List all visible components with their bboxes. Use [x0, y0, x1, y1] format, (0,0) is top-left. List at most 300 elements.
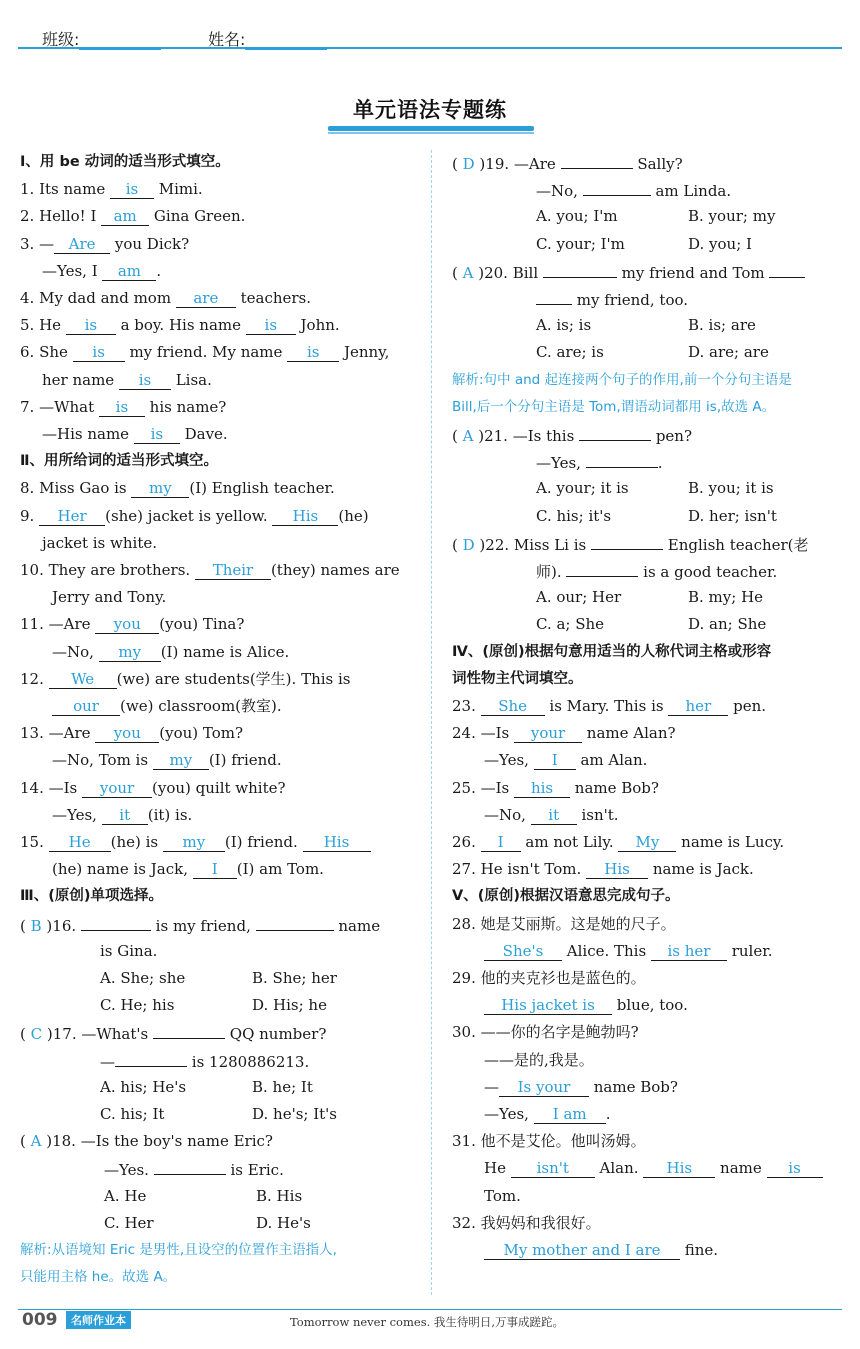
answer-blank[interactable]: I	[481, 833, 521, 852]
exercise-text: )18. —Is the boy's name Eric?	[41, 1132, 273, 1151]
footer-motto: Tomorrow never comes. 我生待明日,万事成蹉跎。	[290, 1315, 565, 1329]
exercise-text: 9.	[20, 506, 40, 525]
exercise-text: He	[484, 1159, 511, 1178]
empty-blank[interactable]	[81, 914, 151, 931]
exercise-text: )21. —Is this	[473, 427, 580, 445]
exercise-text: (you) Tom?	[159, 724, 244, 743]
exercise-text: Gina Green.	[149, 207, 246, 226]
section-heading: Ⅳ、(原创)根据句意用适当的人称代词主格或形容	[452, 643, 772, 660]
exercise-line	[20, 179, 203, 199]
exercise-line	[452, 152, 683, 174]
exercise-line	[484, 1186, 521, 1206]
exercise-text: isn't.	[576, 805, 619, 824]
exercise-text: my friend and Tom	[616, 263, 770, 282]
exercise-text: (you) quilt white?	[152, 778, 286, 797]
option-text: B. your; my	[688, 207, 776, 226]
exercise-line	[452, 533, 809, 555]
answer-blank[interactable]: My mother and I are	[484, 1241, 680, 1260]
exercise-text: (	[20, 916, 31, 935]
exercise-text: (I) name is Alice.	[160, 642, 290, 661]
exercise-line	[484, 1077, 678, 1097]
exercise-line	[536, 179, 731, 201]
option-text: A. our; Her	[536, 588, 622, 607]
exercise-text: is Mary. This is	[544, 697, 669, 715]
choice-options	[100, 1104, 337, 1124]
answer-blank[interactable]: is	[66, 316, 116, 335]
exercise-line	[20, 832, 371, 852]
exercise-text: 15.	[20, 833, 49, 851]
exercise-text: ——是的,我是。	[484, 1050, 594, 1069]
column-divider	[431, 150, 432, 1295]
exercise-line	[20, 1131, 273, 1151]
page-title: 单元语法专题练	[353, 98, 507, 122]
answer-explanation: 解析:句中 and 起连接两个句子的作用,前一个分句主语是	[452, 371, 792, 388]
answer-blank[interactable]: I am	[534, 1105, 606, 1124]
answer-blank[interactable]: my	[131, 479, 189, 498]
exercise-text: ruler.	[726, 941, 773, 960]
exercise-line	[20, 478, 335, 498]
exercise-text: name Alan?	[582, 724, 676, 743]
option-text: B. is; are	[688, 316, 756, 335]
exercise-text: 7. —What	[20, 397, 99, 416]
page-number: 009	[22, 1310, 58, 1330]
exercise-text: —Yes,	[484, 1105, 534, 1123]
name-label: 姓名:	[208, 30, 246, 49]
exercise-text: (you) Tina?	[159, 615, 245, 634]
exercise-text: 27. He isn't Tom.	[452, 860, 587, 879]
option-text: A. He	[104, 1186, 147, 1205]
answer-explanation: 解析:从语境知 Eric 是男性,且设空的位置作主语指人,	[20, 1242, 337, 1258]
option-text: D. He's	[256, 1213, 311, 1232]
answer-blank[interactable]: She	[481, 697, 545, 716]
choice-answer[interactable]: D	[462, 535, 475, 554]
exercise-text: 5. He	[20, 316, 66, 335]
exercise-text: (he) name is Jack,	[52, 860, 193, 879]
answer-blank[interactable]: She's	[484, 942, 562, 961]
exercise-line	[42, 424, 228, 444]
empty-blank[interactable]	[579, 424, 651, 441]
exercise-line	[452, 914, 676, 934]
exercise-text: —No,	[484, 805, 531, 824]
exercise-line	[452, 261, 805, 283]
answer-blank[interactable]: my	[153, 751, 209, 770]
exercise-text: Jenny,	[339, 343, 390, 362]
empty-blank[interactable]	[153, 1022, 225, 1039]
answer-blank[interactable]: isn't	[511, 1159, 595, 1178]
answer-blank[interactable]: is	[73, 343, 125, 362]
option-text: B. he; It	[252, 1077, 313, 1096]
exercise-line	[20, 723, 243, 743]
exercise-line	[452, 832, 784, 852]
answer-blank[interactable]: Is your	[499, 1078, 589, 1097]
exercise-text: teachers.	[235, 289, 312, 307]
exercise-text: Tom.	[484, 1186, 521, 1205]
answer-blank[interactable]: Her	[39, 507, 105, 526]
answer-blank[interactable]: are	[176, 289, 236, 308]
answer-blank[interactable]: We	[49, 670, 117, 689]
exercise-text: (I) English teacher.	[189, 479, 335, 498]
answer-blank[interactable]: I	[534, 751, 576, 770]
exercise-text: (he) is	[110, 833, 163, 851]
answer-blank[interactable]: is	[110, 180, 154, 199]
answer-blank[interactable]: His	[643, 1159, 715, 1178]
answer-blank[interactable]: my	[163, 833, 225, 852]
exercise-text: pen.	[728, 697, 767, 715]
answer-explanation: 只能用主格 he。故选 A。	[20, 1269, 177, 1286]
exercise-text: 32. 我妈妈和我很好。	[452, 1213, 601, 1232]
exercise-text: my friend, too.	[572, 291, 689, 309]
exercise-line	[484, 1050, 594, 1070]
exercise-text: a boy. His name	[115, 316, 246, 335]
title-underline-light	[328, 132, 534, 134]
exercise-text: 6. She	[20, 343, 73, 362]
exercise-text: is my friend,	[150, 916, 256, 935]
class-label: 班级:	[42, 30, 80, 49]
answer-blank[interactable]: is	[119, 371, 171, 390]
exercise-text: am not Lily.	[520, 833, 619, 851]
exercise-text: (	[452, 427, 463, 445]
exercise-text: you Dick?	[110, 234, 190, 253]
exercise-text: John.	[295, 316, 340, 335]
answer-blank[interactable]: our	[52, 697, 120, 716]
exercise-line	[104, 1158, 284, 1180]
exercise-text: 12.	[20, 669, 49, 688]
exercise-text: name	[333, 916, 381, 935]
exercise-line	[452, 859, 754, 879]
exercise-text: 10. They are brothers.	[20, 561, 195, 579]
answer-blank[interactable]: am	[102, 262, 156, 281]
exercise-text: name	[715, 1159, 767, 1178]
exercise-line	[20, 288, 311, 308]
empty-blank[interactable]	[154, 1158, 226, 1175]
answer-blank[interactable]: his	[514, 779, 570, 798]
choice-answer[interactable]: C	[30, 1025, 43, 1044]
exercise-text: her name	[42, 370, 119, 389]
option-text: C. his; it's	[536, 506, 612, 525]
answer-blank[interactable]: it	[102, 806, 148, 825]
exercise-line	[452, 778, 659, 798]
exercise-text: 26.	[452, 833, 481, 851]
empty-blank[interactable]	[256, 914, 334, 931]
exercise-text: (	[20, 1025, 31, 1044]
section-heading: Ⅰ、用 be 动词的适当形式填空。	[20, 154, 230, 170]
exercise-text: 1. Its name	[20, 180, 110, 199]
empty-blank[interactable]	[561, 152, 633, 169]
exercise-text: (	[452, 535, 463, 554]
exercise-line	[42, 261, 161, 281]
option-text: A. She; she	[100, 969, 186, 987]
exercise-text: )17. —What's	[42, 1025, 153, 1044]
exercise-text: .	[605, 1105, 611, 1123]
exercise-text: 29. 他的夹克衫也是蓝色的。	[452, 969, 646, 987]
exercise-text: name Bob?	[570, 778, 659, 797]
choice-options	[536, 315, 756, 335]
exercise-text: 8. Miss Gao is	[20, 479, 132, 498]
answer-blank[interactable]: it	[531, 806, 577, 825]
exercise-text: blue, too.	[612, 996, 688, 1015]
option-text: C. a; She	[536, 615, 605, 634]
exercise-text: Alan.	[594, 1159, 644, 1178]
exercise-line	[20, 506, 369, 526]
exercise-text: —No, Tom is	[52, 751, 153, 770]
choice-options	[100, 995, 327, 1015]
header-rule	[18, 47, 842, 49]
choice-answer[interactable]: D	[462, 155, 475, 173]
option-text: D. an; She	[688, 615, 767, 634]
empty-blank[interactable]	[566, 560, 638, 577]
exercise-text: 30. ——你的名字是鲍勃吗?	[452, 1023, 639, 1042]
empty-blank[interactable]	[543, 261, 617, 278]
exercise-text: is 1280886213.	[187, 1052, 310, 1071]
exercise-text: —No,	[536, 182, 583, 201]
exercise-line	[536, 560, 777, 582]
exercise-line	[452, 1213, 601, 1233]
exercise-line	[536, 451, 663, 473]
option-text: B. His	[256, 1186, 303, 1205]
answer-blank[interactable]: His jacket is	[484, 996, 612, 1015]
exercise-text: (he)	[338, 506, 369, 525]
exercise-text: —Yes,	[484, 751, 534, 770]
exercise-text: (I) friend.	[208, 751, 282, 770]
exercise-line	[536, 288, 688, 310]
choice-answer[interactable]: A	[30, 1132, 42, 1151]
exercise-line	[42, 533, 157, 553]
exercise-text: jacket is white.	[42, 533, 157, 552]
exercise-text: 3. —	[20, 234, 55, 253]
exercise-text: is a good teacher.	[638, 563, 778, 581]
exercise-text: 11. —Are	[20, 615, 96, 634]
empty-blank[interactable]	[586, 451, 658, 468]
exercise-text: Lisa.	[170, 370, 212, 389]
empty-blank[interactable]	[583, 179, 651, 196]
exercise-text: —	[100, 1052, 115, 1071]
section-heading: Ⅱ、用所给词的适当形式填空。	[20, 453, 219, 470]
exercise-line	[52, 859, 324, 879]
option-text: C. are; is	[536, 343, 604, 362]
answer-blank[interactable]: is	[134, 425, 180, 444]
option-text: C. He; his	[100, 996, 175, 1015]
exercise-text: his name?	[144, 397, 227, 416]
exercise-text: —Yes.	[104, 1161, 154, 1180]
answer-blank[interactable]: is	[99, 398, 145, 417]
answer-blank[interactable]: your	[514, 724, 582, 743]
exercise-line	[20, 397, 226, 417]
exercise-text: )20. Bill	[473, 263, 543, 282]
answer-blank[interactable]: I	[193, 860, 237, 879]
answer-blank[interactable]: He	[49, 833, 111, 852]
exercise-line	[52, 805, 192, 825]
exercise-text: Jerry and Tony.	[52, 588, 167, 607]
publisher-badge: 名师作业本	[66, 1311, 131, 1329]
exercise-text: name is Jack.	[648, 860, 754, 879]
exercise-line	[20, 342, 389, 362]
exercise-line	[452, 424, 692, 446]
exercise-text: (it) is.	[147, 805, 193, 824]
exercise-text: (we) are students(学生). This is	[116, 669, 351, 688]
exercise-text: (she) jacket is yellow.	[105, 506, 273, 525]
exercise-text: (	[452, 263, 463, 282]
exercise-text: )16.	[41, 916, 81, 935]
answer-blank[interactable]: you	[95, 615, 159, 634]
exercise-text: 4. My dad and mom	[20, 289, 176, 307]
exercise-text: pen?	[651, 427, 693, 445]
exercise-line	[20, 206, 245, 226]
exercise-line	[452, 1022, 639, 1042]
exercise-text: English teacher(老	[663, 535, 809, 554]
exercise-text: my friend. My name	[124, 343, 288, 362]
option-text: B. She; her	[252, 969, 337, 987]
answer-blank[interactable]: my	[99, 643, 161, 662]
choice-answer[interactable]: A	[462, 263, 474, 282]
exercise-line	[20, 560, 400, 580]
exercise-line	[484, 995, 688, 1015]
answer-blank[interactable]: you	[95, 724, 159, 743]
exercise-text: 24. —Is	[452, 724, 515, 743]
choice-options	[536, 342, 769, 362]
exercise-line	[20, 914, 380, 936]
section-heading: 词性物主代词填空。	[452, 670, 583, 687]
exercise-text: Sally?	[632, 155, 683, 173]
option-text: A. is; is	[536, 316, 592, 335]
answer-blank[interactable]: His	[303, 833, 371, 852]
answer-blank[interactable]: am	[101, 207, 149, 226]
exercise-text: fine.	[680, 1241, 719, 1259]
exercise-line	[20, 315, 340, 335]
exercise-text: 31. 他不是艾伦。他叫汤姆。	[452, 1132, 646, 1151]
option-text: A. his; He's	[100, 1077, 187, 1096]
exercise-text: 师).	[536, 563, 567, 581]
exercise-text: —His name	[42, 425, 134, 443]
exercise-text: 14. —Is	[20, 778, 83, 797]
choice-options	[536, 478, 774, 498]
exercise-text: is Gina.	[100, 941, 158, 960]
option-text: D. are; are	[688, 343, 769, 362]
exercise-line	[452, 968, 646, 988]
exercise-text: (we) classroom(教室).	[120, 697, 282, 715]
exercise-line	[20, 614, 244, 634]
exercise-line	[20, 669, 351, 689]
empty-blank[interactable]	[769, 261, 805, 278]
exercise-text: am Alan.	[575, 751, 648, 770]
choice-answer[interactable]: B	[30, 916, 42, 935]
option-text: D. His; he	[252, 996, 327, 1015]
option-text: C. his; It	[100, 1105, 165, 1123]
option-text: A. you; I'm	[536, 207, 618, 226]
exercise-text: am Linda.	[650, 182, 732, 201]
option-text: B. you; it is	[688, 479, 774, 498]
exercise-text: )22. Miss Li is	[474, 535, 592, 554]
exercise-text: (they) names are	[270, 561, 400, 579]
exercise-line	[100, 941, 157, 961]
exercise-text: Mimi.	[153, 180, 203, 199]
exercise-line	[484, 750, 647, 770]
option-text: D. you; I	[688, 234, 752, 253]
answer-blank[interactable]: her	[668, 697, 728, 716]
answer-blank[interactable]: is	[246, 316, 296, 335]
exercise-text: Alice. This	[562, 941, 651, 960]
exercise-text: (	[452, 155, 463, 173]
answer-blank[interactable]: Are	[54, 235, 110, 254]
exercise-text: (	[20, 1132, 31, 1151]
choice-options	[100, 968, 337, 988]
option-text: D. he's; It's	[252, 1105, 337, 1123]
exercise-line	[52, 750, 282, 770]
exercise-text: Dave.	[179, 425, 228, 443]
answer-blank[interactable]: His	[272, 507, 338, 526]
exercise-text: .	[156, 261, 162, 280]
answer-blank[interactable]: Their	[195, 561, 271, 580]
choice-options	[536, 587, 763, 607]
exercise-line	[42, 370, 212, 390]
exercise-text: is Eric.	[225, 1161, 284, 1180]
choice-options	[104, 1186, 302, 1206]
exercise-text: —No,	[52, 642, 99, 661]
exercise-text: 13. —Are	[20, 724, 96, 743]
exercise-text: 25. —Is	[452, 778, 515, 797]
choice-options	[536, 614, 766, 634]
exercise-line	[484, 941, 773, 961]
answer-blank[interactable]: My	[618, 833, 676, 852]
exercise-text: (I) am Tom.	[236, 860, 324, 879]
choice-options	[100, 1077, 313, 1097]
exercise-line	[484, 1104, 611, 1124]
answer-blank[interactable]: His	[586, 860, 648, 879]
empty-blank[interactable]	[591, 533, 663, 550]
exercise-text: name Bob?	[589, 1077, 678, 1096]
title-underline	[328, 126, 534, 131]
exercise-line	[20, 1022, 326, 1044]
option-text: C. your; I'm	[536, 234, 625, 253]
exercise-line	[52, 696, 282, 716]
exercise-line	[452, 723, 676, 743]
exercise-text: 2. Hello! I	[20, 207, 102, 226]
choice-options	[536, 234, 752, 254]
exercise-line	[484, 805, 619, 825]
empty-blank[interactable]	[536, 288, 572, 305]
choice-options	[536, 506, 777, 526]
exercise-line	[52, 587, 166, 607]
exercise-line	[20, 234, 189, 254]
exercise-line	[452, 1131, 646, 1151]
option-text: A. your; it is	[536, 479, 629, 498]
answer-blank[interactable]: your	[82, 779, 152, 798]
exercise-line	[484, 1240, 718, 1260]
exercise-text: .	[657, 454, 663, 473]
section-heading: Ⅲ、(原创)单项选择。	[20, 888, 163, 905]
exercise-text: —Yes, I	[42, 261, 103, 280]
exercise-line	[52, 642, 289, 662]
exercise-text: —Yes,	[52, 805, 102, 824]
answer-explanation: Bill,后一个分句主语是 Tom,谓语动词都用 is,故选 A。	[452, 398, 776, 415]
answer-blank[interactable]: is her	[651, 942, 727, 961]
exercise-text: )19. —Are	[474, 155, 561, 173]
option-text: B. my; He	[688, 588, 764, 607]
exercise-line	[452, 696, 766, 716]
answer-blank[interactable]: is	[287, 343, 339, 362]
exercise-text: (I) friend.	[224, 833, 303, 851]
choice-answer[interactable]: A	[462, 427, 474, 445]
section-heading: Ⅴ、(原创)根据汉语意思完成句子。	[452, 888, 680, 905]
answer-blank[interactable]: is	[767, 1159, 823, 1178]
exercise-text: 23.	[452, 697, 481, 715]
choice-options	[104, 1213, 311, 1233]
exercise-text: QQ number?	[225, 1025, 327, 1044]
exercise-text: 28. 她是艾丽斯。这是她的尺子。	[452, 914, 676, 933]
exercise-text: —	[484, 1077, 499, 1096]
empty-blank[interactable]	[115, 1050, 187, 1067]
exercise-line	[484, 1158, 823, 1178]
exercise-text: name is Lucy.	[676, 833, 785, 851]
